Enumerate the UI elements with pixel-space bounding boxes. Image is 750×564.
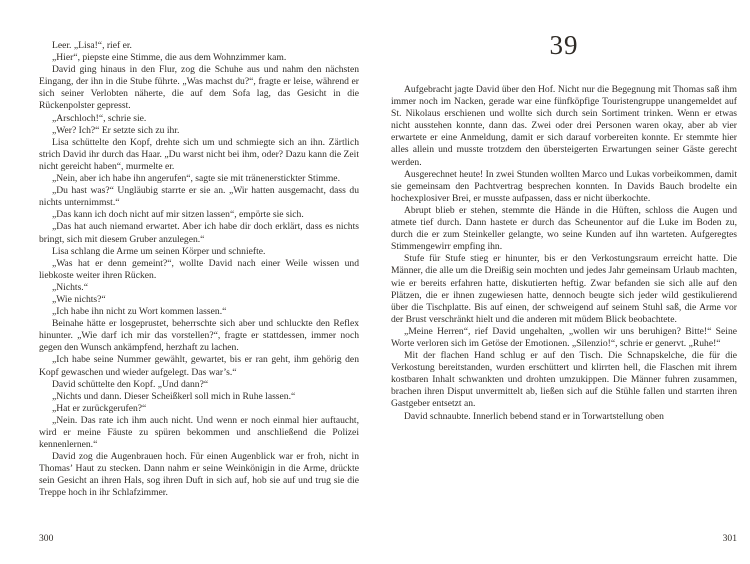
left-page-text bbox=[39, 40, 359, 532]
paragraph: „Nein, aber ich habe ihn angerufen“, sagte sie mit tränenerstickter Stimme. bbox=[52, 173, 340, 185]
paragraph: David ging hinaus in den Flur, zog die Schuhe aus und nahm den nächsten Eingang, der ihn in die Stube führte. „Was machst du?“, fragte er leise, während er sich seiner Verlobten näherte, die auf dem Sofa lag, das Gesicht in die Rückenpolster gepresst. bbox=[39, 64, 359, 112]
paragraph: „Arschloch!“, schrie sie. bbox=[52, 112, 147, 124]
paragraph: „Das kann ich doch nicht auf mir sitzen lassen“, empörte sie sich. bbox=[52, 209, 304, 221]
paragraph: „Nichts und dann. Dieser Scheißkerl soll mich in Ruhe lassen.“ bbox=[52, 390, 296, 402]
paragraph: Ausgerechnet heute! In zwei Stunden wollten Marco und Lukas vorbeikommen, damit sie gemeinsam den Pachtvertrag besprechen konnten. In Davids Bauch brodelte ein hochexplosiver Brei, er musste aufpassen, dass er nicht überkochte. bbox=[391, 168, 737, 204]
paragraph: Stufe für Stufe stieg er hinunter, bis er den Verkostungsraum erreicht hatte. Die Männer, die alle um die Dreißig sein mochten und jedes Jahr gemeinsam Urlaub machten, wie er bereits erfahren hatte, diskutierten heftig. Zwar befanden sie sich alle auf den Plätzen, die er ihnen zugewiesen hatte, dennoch beugte sich jeder wild gestikulierend über die Tischplatte. Bis auf einen, der schweigend auf seinem Stuhl saß, die Arme vor der Brust verschränkt hielt und die anderen mit müdem Blick beobachtete. bbox=[391, 253, 737, 325]
paragraph: Mit der flachen Hand schlug er auf den Tisch. Die Schnapskelche, die für die Verkostung bereitstanden, wurden erschüttert und klirrten hell, die Flaschen mit ihrem kostbaren Inhalt schwankten und drohten umzukippen. Die Männer fuhren zusammen, brachen ihren Disput unvermittelt ab, ließen sich auf die Stühle fallen und starrten ihren Gastgeber entsetzt an. bbox=[391, 350, 737, 410]
paragraph: „Du hast was?“ Ungläubig starrte er sie an. „Wir hatten ausgemacht, dass du nichts unternimmst.“ bbox=[39, 185, 359, 209]
paragraph: „Ich habe seine Nummer gewählt, gewartet, bis er ran geht, ihm gehörig den Kopf gewaschen und wieder aufgelegt. Das war’s.“ bbox=[39, 354, 359, 378]
chapter-number: 39 bbox=[549, 30, 579, 60]
paragraph: Leer. „Lisa!“, rief er. bbox=[52, 40, 132, 51]
paragraph: Abrupt blieb er stehen, stemmte die Hände in die Hüften, schloss die Augen und atmete tief durch. Dann hastete er durch das Scheunentor auf die Luke im Boden zu, durch die er zum Steinkeller gelangte, wo seine Kunden auf ihn warteten. Aufgeregtes Stimmengewirr empfing ihn. bbox=[391, 204, 737, 253]
paragraph: „Wer? Ich?“ Er setzte sich zu ihr. bbox=[52, 124, 180, 136]
page-number-right: 301 bbox=[722, 533, 737, 544]
page-number-left: 300 bbox=[39, 533, 54, 544]
paragraph: „Das hat auch niemand erwartet. Aber ich habe dir doch erklärt, dass es nichts bringt, sich mit diesem Gruber anzulegen.“ bbox=[39, 221, 359, 245]
paragraph: Aufgebracht jagte David über den Hof. Nicht nur die Begegnung mit Thomas saß ihm immer noch im Nacken, gerade war eine fünfköpfige Touristengruppe unangemeldet auf St. Nikolaus erschienen und wollte sich durch sein Sortiment trinken. Wenn er etwas nicht ausstehen konnte, dann das. Zwei oder drei Personen waren okay, aber ab vier erwartete er eine Anmeldung, damit er sich darauf vorbereiten konnte. Er stemmte hier alles allein und musste trotzdem den übersteigerten Erwartungen seiner Gäste gerecht werden. bbox=[391, 84, 737, 168]
paragraph: „Nichts.“ bbox=[52, 281, 88, 293]
paragraph: Lisa schüttelte den Kopf, drehte sich um und schmiegte sich an ihn. Zärtlich strich David ihr durch das Haar. „Du warst nicht bei ihm, oder? Dazu kann die Zeit nicht gereicht haben“, murmelte er. bbox=[39, 136, 359, 172]
paragraph: David zog die Augenbrauen hoch. Für einen Augenblick war er froh, nicht in Thomas’ Haut zu stecken. Dann nahm er seine Weinkönigin in die Arme, drückte sein Gesicht an ihren Hals, sog ihren Duft in sich auf, hob sie auf und trug sie die Treppe hoch in ihr Schlafzimmer. bbox=[39, 451, 359, 499]
paragraph: „Meine Herren“, rief David ungehalten, „wollen wir uns beruhigen? Bitte!“ Seine Worte verloren sich im Getöse der Emotionen. „Silenzio!“, schrie er genervt. „Ruhe!“ bbox=[391, 325, 737, 349]
right-page bbox=[391, 0, 737, 564]
paragraph: David schüttelte den Kopf. „Und dann?“ bbox=[52, 378, 209, 390]
paragraph: David schnaubte. Innerlich bebend stand er in Torwartstellung oben bbox=[404, 410, 664, 422]
right-page-text bbox=[391, 84, 737, 532]
paragraph: „Hat er zurückgerufen?“ bbox=[52, 402, 147, 414]
paragraph: „Was hat er denn gemeint?“, wollte David nach einer Weile wissen und liebkoste weiter ihren Rücken. bbox=[39, 257, 359, 281]
paragraph: „Nein. Das rate ich ihm auch nicht. Und wenn er noch einmal hier auftaucht, wird er meine Fäuste zu spüren bekommen und anschließend die Polizei kennenlernen.“ bbox=[39, 414, 359, 451]
paragraph: „Wie nichts?“ bbox=[52, 293, 106, 305]
left-page bbox=[39, 0, 359, 564]
paragraph: Lisa schlang die Arme um seinen Körper und schniefte. bbox=[52, 245, 266, 257]
paragraph: Beinahe hätte er losgeprustet, beherrschte sich aber und schluckte den Reflex hinunter. „Wie darf ich mir das vorstellen?“, fragte er stattdessen, immer noch gegen den Wunsch ankämpfend, herzhaft zu lachen. bbox=[39, 318, 359, 354]
paragraph: „Ich habe ihn nicht zu Wort kommen lassen.“ bbox=[52, 306, 227, 318]
paragraph: „Hier“, piepste eine Stimme, die aus dem Wohnzimmer kam. bbox=[52, 52, 287, 64]
